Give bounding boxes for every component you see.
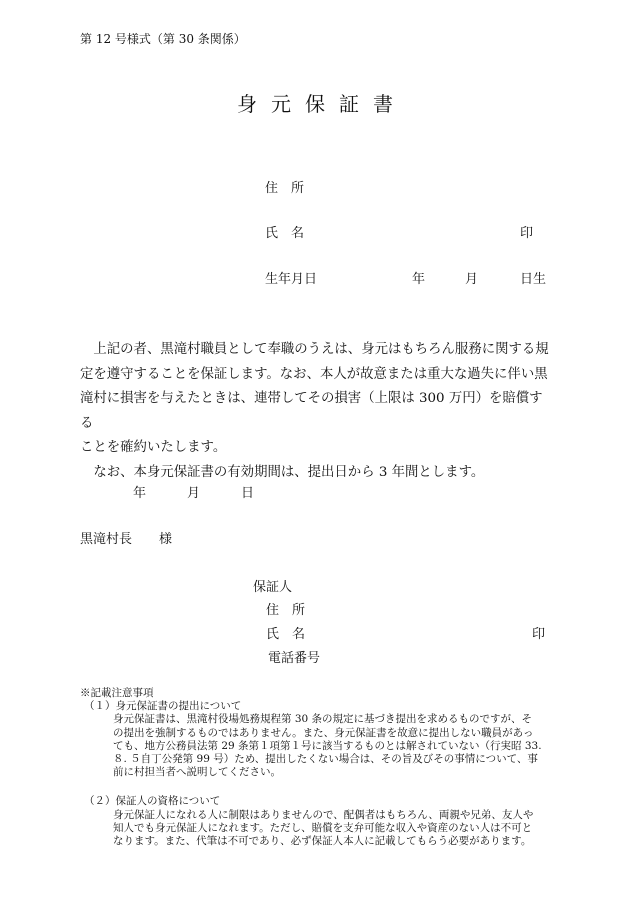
note-line: 前に村担当者へ説明してください。 [113,766,281,779]
guarantor-heading: 保証人 [253,580,293,595]
note-line: 身元保証人になれる人に制限はありませんので、配偶者はもちろん、両親や兄弟、友人や [113,808,534,821]
note-line: ８. ５自丁公発第 99 号）ため、提出したくない場合は、その旨及びその事情について、事 [113,753,538,766]
note-line: の提出を強制するものではありません。また、身元保証書を故意に提出しない職員があっ [113,726,534,739]
body-line: 滝村に損害を与えたときは、連帯してその損害（上限は 300 万円）を賠償する [80,391,543,431]
date-day: 日 [241,486,255,501]
date-month: 月 [187,486,201,501]
guarantor-seal-mark: 印 [532,627,546,642]
guarantor-name-label: 氏 名 [266,627,306,642]
addressee-name: 黒滝村長 [80,532,133,547]
employee-birth-label: 生年月日 [265,272,318,287]
notes-spacer [80,779,560,795]
note-title: （２）保証人の資格について [84,795,221,808]
document-title: 身元保証書 [237,92,407,116]
guarantor-phone-label: 電話番号 [268,651,321,666]
addressee-honorific: 様 [159,532,173,547]
notes-heading: ※記載注意事項 [80,687,154,699]
body-line: ことを確約いたします。 [80,440,227,455]
employee-birth-month: 月 [465,272,479,287]
note-title: （１）身元保証書の提出について [84,700,242,713]
guarantee-body [80,338,555,485]
note-body [80,809,560,849]
employee-birth-day: 日生 [520,272,547,287]
employee-address-label: 住 所 [265,181,305,196]
note-line: ても、地方公務員法第 29 条第１項第１号に該当するものとは解されていない（行実昭 33. [113,739,542,752]
body-line: 定を遵守することを保証します。なお、本人が故意または重大な過失に伴い黒 [80,366,548,382]
employee-birth-year: 年 [412,272,426,287]
body-paragraph-1 [80,338,555,461]
employee-name-label: 氏 名 [265,226,305,241]
note-line: 身元保証書は、黒滝村役場処務規程第 30 条の規定に基づき提出を求めるものですが、そ [113,713,533,726]
body-line: 上記の者、黒滝村職員として奉職のうえは、身元はもちろん服務に関する規 [93,342,549,357]
guarantor-address-label: 住 所 [266,603,306,618]
body-paragraph-2: なお、本身元保証書の有効期間は、提出日から 3 年間とします。 [93,464,485,480]
note-body [80,713,560,779]
note-line: 知人でも身元保証人になれます。ただし、賠償を支弁可能な収入や資産のない人は不可と [113,821,533,834]
employee-seal-mark: 印 [520,226,534,241]
notes-section [80,687,560,848]
date-year: 年 [133,486,147,501]
note-line: なります。また、代筆は不可であり、必ず保証人本人に記載してもらう必要があります。 [113,835,532,848]
form-number: 第 12 号様式（第 30 条関係） [80,32,246,46]
